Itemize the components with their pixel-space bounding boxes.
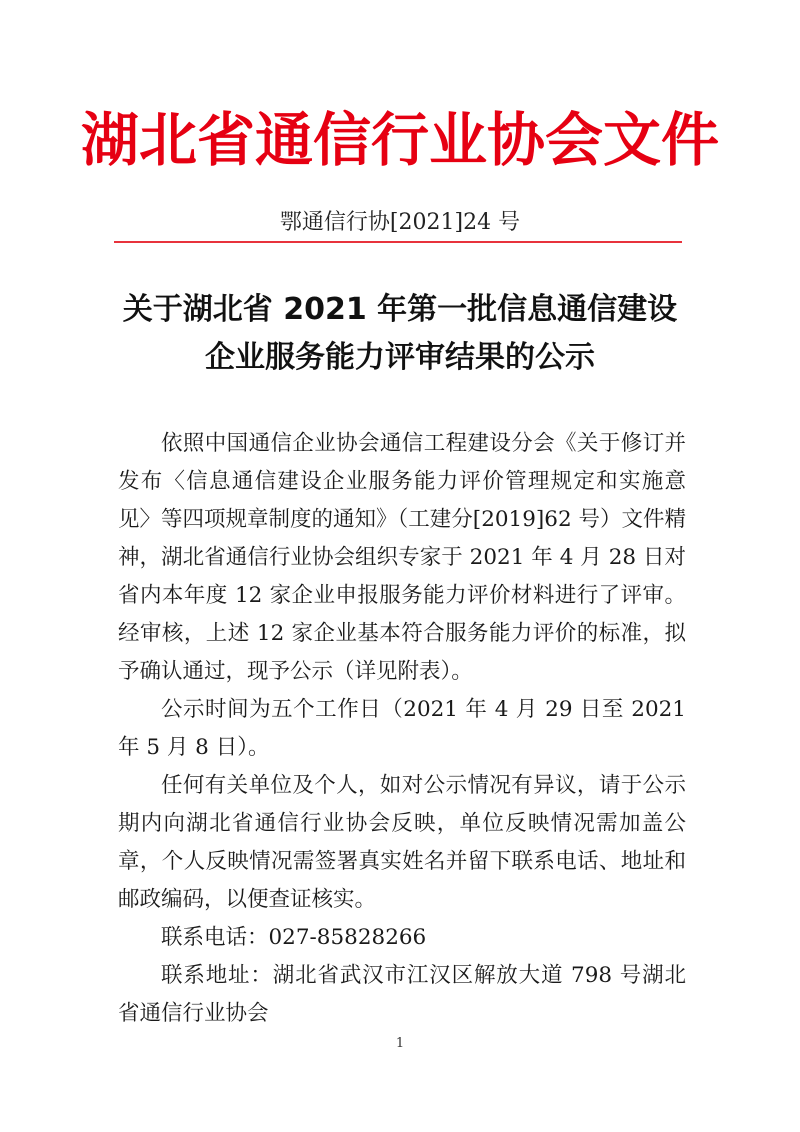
contact-address: 联系地址：湖北省武汉市江汉区解放大道 798 号湖北省通信行业协会 [118, 963, 686, 1026]
body-paragraph-basis: 依照中国通信企业协会通信工程建设分会《关于修订并发布〈信息通信建设企业服务能力评价管理规定和实施意见〉等四项规章制度的通知》（工建分[2019]62 号）文件精神，湖北省通信行业协会组织专家于 2021 年 4 月 28 日对省内本年度 12 家企业申报服务能力评价材料进行了评审。经审核，上述 12 家企业基本符合服务能力评价的标准，拟予确认通过，现予公示（详见附表）。 [118, 431, 686, 684]
notice-body [118, 425, 686, 1033]
header-divider [114, 241, 682, 243]
document-number: 鄂通信行协[2021]24 号 [279, 210, 521, 235]
notice-title-line-1: 关于湖北省 2021 年第一批信息通信建设 [122, 292, 678, 327]
page-number: 1 [395, 1036, 405, 1051]
contact-phone: 联系电话：027-85828266 [161, 925, 427, 950]
body-paragraph-period: 公示时间为五个工作日（2021 年 4 月 29 日至 2021 年 5 月 8 日）。 [118, 697, 686, 760]
notice-title-line-2: 企业服务能力评审结果的公示 [205, 340, 595, 375]
notice-title [0, 286, 800, 382]
body-paragraph-objection: 任何有关单位及个人，如对公示情况有异议，请于公示期内向湖北省通信行业协会反映，单位反映情况需加盖公章，个人反映情况需签署真实姓名并留下联系电话、地址和邮政编码，以便查证核实。 [118, 773, 686, 912]
document-header-title: 湖北省通信行业协会文件 [80, 106, 719, 174]
